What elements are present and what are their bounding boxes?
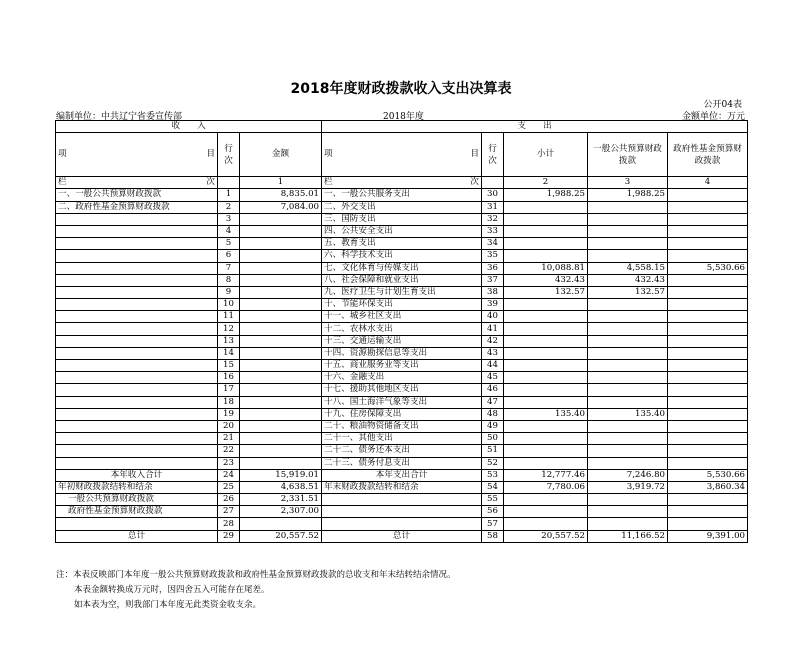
expense-row-no-cell: 31 bbox=[482, 201, 504, 213]
subtotal-cell bbox=[504, 433, 588, 445]
income-item-cell: 一般公共预算财政拨款 bbox=[56, 494, 218, 506]
general-budget-cell bbox=[588, 299, 668, 311]
income-amount-cell: 7,084.00 bbox=[240, 201, 322, 213]
income-row-no-cell: 25 bbox=[218, 481, 240, 493]
expense-item-cell: 五、教育支出 bbox=[322, 238, 482, 250]
income-item-cell: 年初财政拨款结转和结余 bbox=[56, 481, 218, 493]
subtotal-header: 小计 bbox=[504, 133, 588, 177]
fund-budget-cell bbox=[668, 360, 748, 372]
table-row bbox=[56, 250, 748, 262]
income-item-cell bbox=[56, 396, 218, 408]
expense-item-cell: 九、医疗卫生与计划生育支出 bbox=[322, 286, 482, 298]
income-amount-cell bbox=[240, 262, 322, 274]
money-unit: 金额单位：万元 bbox=[681, 112, 745, 122]
income-row-no-cell: 28 bbox=[218, 518, 240, 530]
income-amount-cell bbox=[240, 311, 322, 323]
income-row-no-cell: 2 bbox=[218, 201, 240, 213]
table-row bbox=[56, 506, 748, 518]
expense-item-cell: 四、公共安全支出 bbox=[322, 225, 482, 237]
general-budget-cell: 132.57 bbox=[588, 286, 668, 298]
expense-row-no-cell: 45 bbox=[482, 372, 504, 384]
subtotal-cell bbox=[504, 213, 588, 225]
income-amount-cell bbox=[240, 347, 322, 359]
fund-budget-header: 政府性基金预算财政拨款 bbox=[668, 133, 748, 177]
income-item-cell bbox=[56, 225, 218, 237]
compiling-unit: 编制单位：中共辽宁省委宣传部 bbox=[56, 112, 183, 122]
subtotal-cell bbox=[504, 445, 588, 457]
fund-budget-cell bbox=[668, 433, 748, 445]
income-row-no-cell: 9 bbox=[218, 286, 240, 298]
income-amount-cell bbox=[240, 433, 322, 445]
income-amount-cell: 2,307.00 bbox=[240, 506, 322, 518]
expense-item-cell: 一、一般公共服务支出 bbox=[322, 189, 482, 201]
general-budget-cell: 135.40 bbox=[588, 408, 668, 420]
income-row-no-cell: 16 bbox=[218, 372, 240, 384]
general-budget-cell bbox=[588, 372, 668, 384]
fund-budget-cell: 5,530.66 bbox=[668, 262, 748, 274]
table-row bbox=[56, 311, 748, 323]
general-budget-cell bbox=[588, 457, 668, 469]
general-budget-cell: 7,246.80 bbox=[588, 469, 668, 481]
fund-budget-cell bbox=[668, 335, 748, 347]
income-item-cell bbox=[56, 445, 218, 457]
table-row bbox=[56, 518, 748, 530]
fund-budget-cell bbox=[668, 372, 748, 384]
expense-row-no-cell: 30 bbox=[482, 189, 504, 201]
expense-item-cell: 十、节能环保支出 bbox=[322, 299, 482, 311]
subtotal-cell bbox=[504, 457, 588, 469]
column-index-label: 栏 次 bbox=[322, 177, 482, 189]
income-row-no-cell: 19 bbox=[218, 408, 240, 420]
income-amount-cell bbox=[240, 323, 322, 335]
subtotal-cell bbox=[504, 360, 588, 372]
expense-row-no-cell: 44 bbox=[482, 360, 504, 372]
general-budget-cell: 432.43 bbox=[588, 274, 668, 286]
income-item-cell bbox=[56, 335, 218, 347]
fund-budget-cell bbox=[668, 311, 748, 323]
expense-row-no-cell: 36 bbox=[482, 262, 504, 274]
subtotal-cell: 10,088.81 bbox=[504, 262, 588, 274]
general-budget-header: 一般公共预算财政拨款 bbox=[588, 133, 668, 177]
fund-budget-cell bbox=[668, 420, 748, 432]
fund-budget-cell bbox=[668, 384, 748, 396]
column-header-row bbox=[56, 133, 748, 177]
column-index-3: 3 bbox=[588, 177, 668, 189]
fund-budget-cell bbox=[668, 396, 748, 408]
expense-row-no-cell: 50 bbox=[482, 433, 504, 445]
subtotal-cell bbox=[504, 201, 588, 213]
table-row bbox=[56, 238, 748, 250]
income-item-cell bbox=[56, 262, 218, 274]
expense-item-cell: 十七、援助其他地区支出 bbox=[322, 384, 482, 396]
income-item-cell: 一、一般公共预算财政拨款 bbox=[56, 189, 218, 201]
subtotal-cell: 20,557.52 bbox=[504, 530, 588, 542]
expense-item-cell: 十六、金融支出 bbox=[322, 372, 482, 384]
income-amount-cell bbox=[240, 335, 322, 347]
income-item-cell bbox=[56, 213, 218, 225]
subtotal-cell bbox=[504, 420, 588, 432]
note-line-3: 如本表为空，则我部门本年度无此类资金收支余。 bbox=[74, 600, 262, 610]
expense-item-cell: 年末财政拨款结转和结余 bbox=[322, 481, 482, 493]
expense-row-no-cell: 32 bbox=[482, 213, 504, 225]
expense-item-cell bbox=[322, 494, 482, 506]
expense-item-cell bbox=[322, 506, 482, 518]
income-row-no-cell: 1 bbox=[218, 189, 240, 201]
table-row bbox=[56, 481, 748, 493]
income-section-header: 收 入 bbox=[56, 121, 322, 133]
expense-row-no-cell: 54 bbox=[482, 481, 504, 493]
general-budget-cell bbox=[588, 518, 668, 530]
report-year: 2018年度 bbox=[383, 112, 424, 122]
income-row-no-cell: 5 bbox=[218, 238, 240, 250]
fund-budget-cell bbox=[668, 518, 748, 530]
income-row-no-cell: 3 bbox=[218, 213, 240, 225]
income-amount-cell bbox=[240, 420, 322, 432]
income-row-no-cell: 4 bbox=[218, 225, 240, 237]
fund-budget-cell bbox=[668, 286, 748, 298]
expense-row-no-cell: 46 bbox=[482, 384, 504, 396]
fund-budget-cell bbox=[668, 250, 748, 262]
expense-item-header: 项 目 bbox=[322, 133, 482, 177]
fund-budget-cell bbox=[668, 213, 748, 225]
table-row bbox=[56, 335, 748, 347]
general-budget-cell bbox=[588, 323, 668, 335]
expense-item-cell: 十四、资源勘探信息等支出 bbox=[322, 347, 482, 359]
income-row-no-cell: 10 bbox=[218, 299, 240, 311]
fund-budget-cell: 9,391.00 bbox=[668, 530, 748, 542]
expense-item-cell: 十一、城乡社区支出 bbox=[322, 311, 482, 323]
expense-item-cell: 总计 bbox=[322, 530, 482, 542]
table-row bbox=[56, 201, 748, 213]
expense-item-cell: 七、文化体育与传媒支出 bbox=[322, 262, 482, 274]
general-budget-cell bbox=[588, 335, 668, 347]
report-title: 2018年度财政拨款收入支出决算表 bbox=[290, 81, 512, 97]
income-item-cell bbox=[56, 274, 218, 286]
general-budget-cell: 1,988.25 bbox=[588, 189, 668, 201]
income-item-cell bbox=[56, 372, 218, 384]
fund-budget-cell bbox=[668, 225, 748, 237]
income-amount-cell bbox=[240, 372, 322, 384]
income-amount-cell bbox=[240, 360, 322, 372]
expense-item-cell: 十九、住房保障支出 bbox=[322, 408, 482, 420]
income-amount-cell bbox=[240, 225, 322, 237]
table-row bbox=[56, 384, 748, 396]
subtotal-cell bbox=[504, 250, 588, 262]
income-amount-cell bbox=[240, 299, 322, 311]
fund-budget-cell: 3,860.34 bbox=[668, 481, 748, 493]
income-amount-cell: 4,638.51 bbox=[240, 481, 322, 493]
income-item-cell bbox=[56, 238, 218, 250]
income-item-cell bbox=[56, 360, 218, 372]
income-row-no-cell: 24 bbox=[218, 469, 240, 481]
general-budget-cell bbox=[588, 494, 668, 506]
table-row bbox=[56, 360, 748, 372]
fund-budget-cell bbox=[668, 506, 748, 518]
fund-budget-cell bbox=[668, 201, 748, 213]
form-number: 公开04表 bbox=[703, 100, 742, 110]
table-row bbox=[56, 372, 748, 384]
subtotal-cell bbox=[504, 323, 588, 335]
fund-budget-cell bbox=[668, 189, 748, 201]
column-index-2: 2 bbox=[504, 177, 588, 189]
income-item-cell bbox=[56, 457, 218, 469]
subtotal-cell: 12,777.46 bbox=[504, 469, 588, 481]
subtotal-cell: 135.40 bbox=[504, 408, 588, 420]
expense-item-cell: 十二、农林水支出 bbox=[322, 323, 482, 335]
fund-budget-cell bbox=[668, 274, 748, 286]
general-budget-cell bbox=[588, 201, 668, 213]
expense-row-no-cell: 53 bbox=[482, 469, 504, 481]
income-amount-cell bbox=[240, 408, 322, 420]
general-budget-cell bbox=[588, 238, 668, 250]
table-row bbox=[56, 445, 748, 457]
general-budget-cell bbox=[588, 347, 668, 359]
fund-budget-cell bbox=[668, 323, 748, 335]
fund-budget-cell bbox=[668, 299, 748, 311]
expense-item-cell: 本年支出合计 bbox=[322, 469, 482, 481]
subtotal-cell bbox=[504, 347, 588, 359]
subtotal-cell bbox=[504, 506, 588, 518]
income-row-no-cell: 27 bbox=[218, 506, 240, 518]
expense-row-no-cell: 48 bbox=[482, 408, 504, 420]
income-row-no-header: 行次 bbox=[218, 133, 240, 177]
income-item-cell bbox=[56, 323, 218, 335]
budget-table bbox=[55, 120, 748, 543]
expense-item-cell: 二十一、其他支出 bbox=[322, 433, 482, 445]
fund-budget-cell bbox=[668, 445, 748, 457]
expense-item-cell: 三、国防支出 bbox=[322, 213, 482, 225]
subtotal-cell bbox=[504, 494, 588, 506]
income-row-no-cell: 7 bbox=[218, 262, 240, 274]
expense-item-cell: 十五、商业服务业等支出 bbox=[322, 360, 482, 372]
fund-budget-cell bbox=[668, 457, 748, 469]
expense-row-no-cell: 38 bbox=[482, 286, 504, 298]
income-row-no-cell: 26 bbox=[218, 494, 240, 506]
table-row bbox=[56, 225, 748, 237]
expense-item-cell: 二、外交支出 bbox=[322, 201, 482, 213]
expense-row-no-cell: 55 bbox=[482, 494, 504, 506]
subtotal-cell bbox=[504, 518, 588, 530]
subtotal-cell bbox=[504, 311, 588, 323]
expense-row-no-cell: 33 bbox=[482, 225, 504, 237]
expense-row-no-cell: 43 bbox=[482, 347, 504, 359]
table-row bbox=[56, 189, 748, 201]
note-line-1: 注：本表反映部门本年度一般公共预算财政拨款和政府性基金预算财政拨款的总收支和年末结转结余情况。 bbox=[56, 570, 456, 580]
fund-budget-cell bbox=[668, 494, 748, 506]
income-amount-cell: 8,835.01 bbox=[240, 189, 322, 201]
income-amount-cell: 20,557.52 bbox=[240, 530, 322, 542]
expense-row-no-cell: 51 bbox=[482, 445, 504, 457]
expense-row-no-cell: 40 bbox=[482, 311, 504, 323]
table-row bbox=[56, 299, 748, 311]
subtotal-cell: 1,988.25 bbox=[504, 189, 588, 201]
income-row-no-cell: 22 bbox=[218, 445, 240, 457]
fund-budget-cell bbox=[668, 238, 748, 250]
expense-row-no-cell: 42 bbox=[482, 335, 504, 347]
expense-row-no-cell: 58 bbox=[482, 530, 504, 542]
expense-row-no-cell: 57 bbox=[482, 518, 504, 530]
income-item-cell bbox=[56, 347, 218, 359]
general-budget-cell: 11,166.52 bbox=[588, 530, 668, 542]
expense-row-no-cell: 35 bbox=[482, 250, 504, 262]
expense-row-no-cell: 41 bbox=[482, 323, 504, 335]
column-index-row bbox=[56, 177, 748, 189]
income-amount-cell bbox=[240, 274, 322, 286]
general-budget-cell bbox=[588, 384, 668, 396]
table-row bbox=[56, 347, 748, 359]
table-row bbox=[56, 213, 748, 225]
income-item-cell: 二、政府性基金预算财政拨款 bbox=[56, 201, 218, 213]
general-budget-cell bbox=[588, 360, 668, 372]
income-row-no-cell: 20 bbox=[218, 420, 240, 432]
income-item-cell bbox=[56, 420, 218, 432]
subtotal-cell bbox=[504, 238, 588, 250]
general-budget-cell: 4,558.15 bbox=[588, 262, 668, 274]
income-item-cell: 总计 bbox=[56, 530, 218, 542]
income-item-cell bbox=[56, 311, 218, 323]
general-budget-cell bbox=[588, 506, 668, 518]
expense-row-no-cell: 56 bbox=[482, 506, 504, 518]
fund-budget-cell bbox=[668, 347, 748, 359]
general-budget-cell bbox=[588, 420, 668, 432]
table-row bbox=[56, 469, 748, 481]
income-row-no-cell: 6 bbox=[218, 250, 240, 262]
general-budget-cell bbox=[588, 311, 668, 323]
income-item-cell bbox=[56, 286, 218, 298]
subtotal-cell: 432.43 bbox=[504, 274, 588, 286]
column-index-4: 4 bbox=[668, 177, 748, 189]
general-budget-cell bbox=[588, 225, 668, 237]
income-row-no-cell: 11 bbox=[218, 311, 240, 323]
income-item-cell bbox=[56, 408, 218, 420]
income-amount-cell bbox=[240, 250, 322, 262]
income-row-no-cell: 21 bbox=[218, 433, 240, 445]
column-index-label: 栏 次 bbox=[56, 177, 218, 189]
expense-row-no-cell: 47 bbox=[482, 396, 504, 408]
expense-item-cell: 二十二、债务还本支出 bbox=[322, 445, 482, 457]
subtotal-cell: 132.57 bbox=[504, 286, 588, 298]
table-row bbox=[56, 286, 748, 298]
table-row bbox=[56, 274, 748, 286]
income-amount-cell bbox=[240, 384, 322, 396]
income-amount-cell bbox=[240, 238, 322, 250]
income-item-cell bbox=[56, 299, 218, 311]
income-row-no-cell: 15 bbox=[218, 360, 240, 372]
subtotal-cell bbox=[504, 299, 588, 311]
table-row bbox=[56, 457, 748, 469]
general-budget-cell bbox=[588, 433, 668, 445]
expense-row-no-cell: 34 bbox=[482, 238, 504, 250]
expense-item-cell: 八、社会保障和就业支出 bbox=[322, 274, 482, 286]
expense-item-cell: 二十、粮油物资储备支出 bbox=[322, 420, 482, 432]
general-budget-cell bbox=[588, 250, 668, 262]
income-item-header: 项 目 bbox=[56, 133, 218, 177]
subtotal-cell bbox=[504, 225, 588, 237]
subtotal-cell bbox=[504, 384, 588, 396]
income-row-no-cell: 13 bbox=[218, 335, 240, 347]
income-amount-cell bbox=[240, 213, 322, 225]
expense-item-cell: 十八、国土海洋气象等支出 bbox=[322, 396, 482, 408]
column-index-1: 1 bbox=[240, 177, 322, 189]
expense-item-cell: 二十三、债务付息支出 bbox=[322, 457, 482, 469]
income-item-cell bbox=[56, 250, 218, 262]
fund-budget-cell: 5,530.66 bbox=[668, 469, 748, 481]
income-item-cell: 本年收入合计 bbox=[56, 469, 218, 481]
fund-budget-cell bbox=[668, 408, 748, 420]
table-row bbox=[56, 494, 748, 506]
section-header-row bbox=[56, 121, 748, 133]
income-row-no-cell: 14 bbox=[218, 347, 240, 359]
income-item-cell bbox=[56, 433, 218, 445]
table-row bbox=[56, 396, 748, 408]
income-row-no-cell: 23 bbox=[218, 457, 240, 469]
general-budget-cell bbox=[588, 213, 668, 225]
subtotal-cell bbox=[504, 396, 588, 408]
footnotes bbox=[56, 568, 456, 613]
income-item-cell bbox=[56, 518, 218, 530]
general-budget-cell bbox=[588, 445, 668, 457]
table-row bbox=[56, 530, 748, 542]
subtotal-cell: 7,780.06 bbox=[504, 481, 588, 493]
income-row-no-cell: 17 bbox=[218, 384, 240, 396]
expense-row-no-cell: 49 bbox=[482, 420, 504, 432]
income-row-no-cell: 18 bbox=[218, 396, 240, 408]
expense-item-cell bbox=[322, 518, 482, 530]
table-row bbox=[56, 408, 748, 420]
general-budget-cell bbox=[588, 396, 668, 408]
income-row-no-cell: 12 bbox=[218, 323, 240, 335]
income-amount-cell bbox=[240, 457, 322, 469]
expense-row-no-cell: 37 bbox=[482, 274, 504, 286]
expense-row-no-cell: 52 bbox=[482, 457, 504, 469]
subtotal-cell bbox=[504, 372, 588, 384]
income-amount-cell bbox=[240, 396, 322, 408]
income-amount-header: 金额 bbox=[240, 133, 322, 177]
general-budget-cell: 3,919.72 bbox=[588, 481, 668, 493]
income-amount-cell: 15,919.01 bbox=[240, 469, 322, 481]
table-row bbox=[56, 323, 748, 335]
expense-row-no-header: 行次 bbox=[482, 133, 504, 177]
expense-section-header: 支 出 bbox=[322, 121, 748, 133]
income-amount-cell bbox=[240, 286, 322, 298]
expense-item-cell: 六、科学技术支出 bbox=[322, 250, 482, 262]
income-amount-cell bbox=[240, 518, 322, 530]
table-row bbox=[56, 262, 748, 274]
table-row bbox=[56, 433, 748, 445]
income-row-no-cell: 8 bbox=[218, 274, 240, 286]
note-line-2: 本表金额转换成万元时，因四舍五入可能存在尾差。 bbox=[74, 585, 270, 595]
subtotal-cell bbox=[504, 335, 588, 347]
income-amount-cell bbox=[240, 445, 322, 457]
expense-item-cell: 十三、交通运输支出 bbox=[322, 335, 482, 347]
income-item-cell bbox=[56, 384, 218, 396]
income-row-no-cell: 29 bbox=[218, 530, 240, 542]
income-item-cell: 政府性基金预算财政拨款 bbox=[56, 506, 218, 518]
expense-row-no-cell: 39 bbox=[482, 299, 504, 311]
table-row bbox=[56, 420, 748, 432]
income-amount-cell: 2,331.51 bbox=[240, 494, 322, 506]
